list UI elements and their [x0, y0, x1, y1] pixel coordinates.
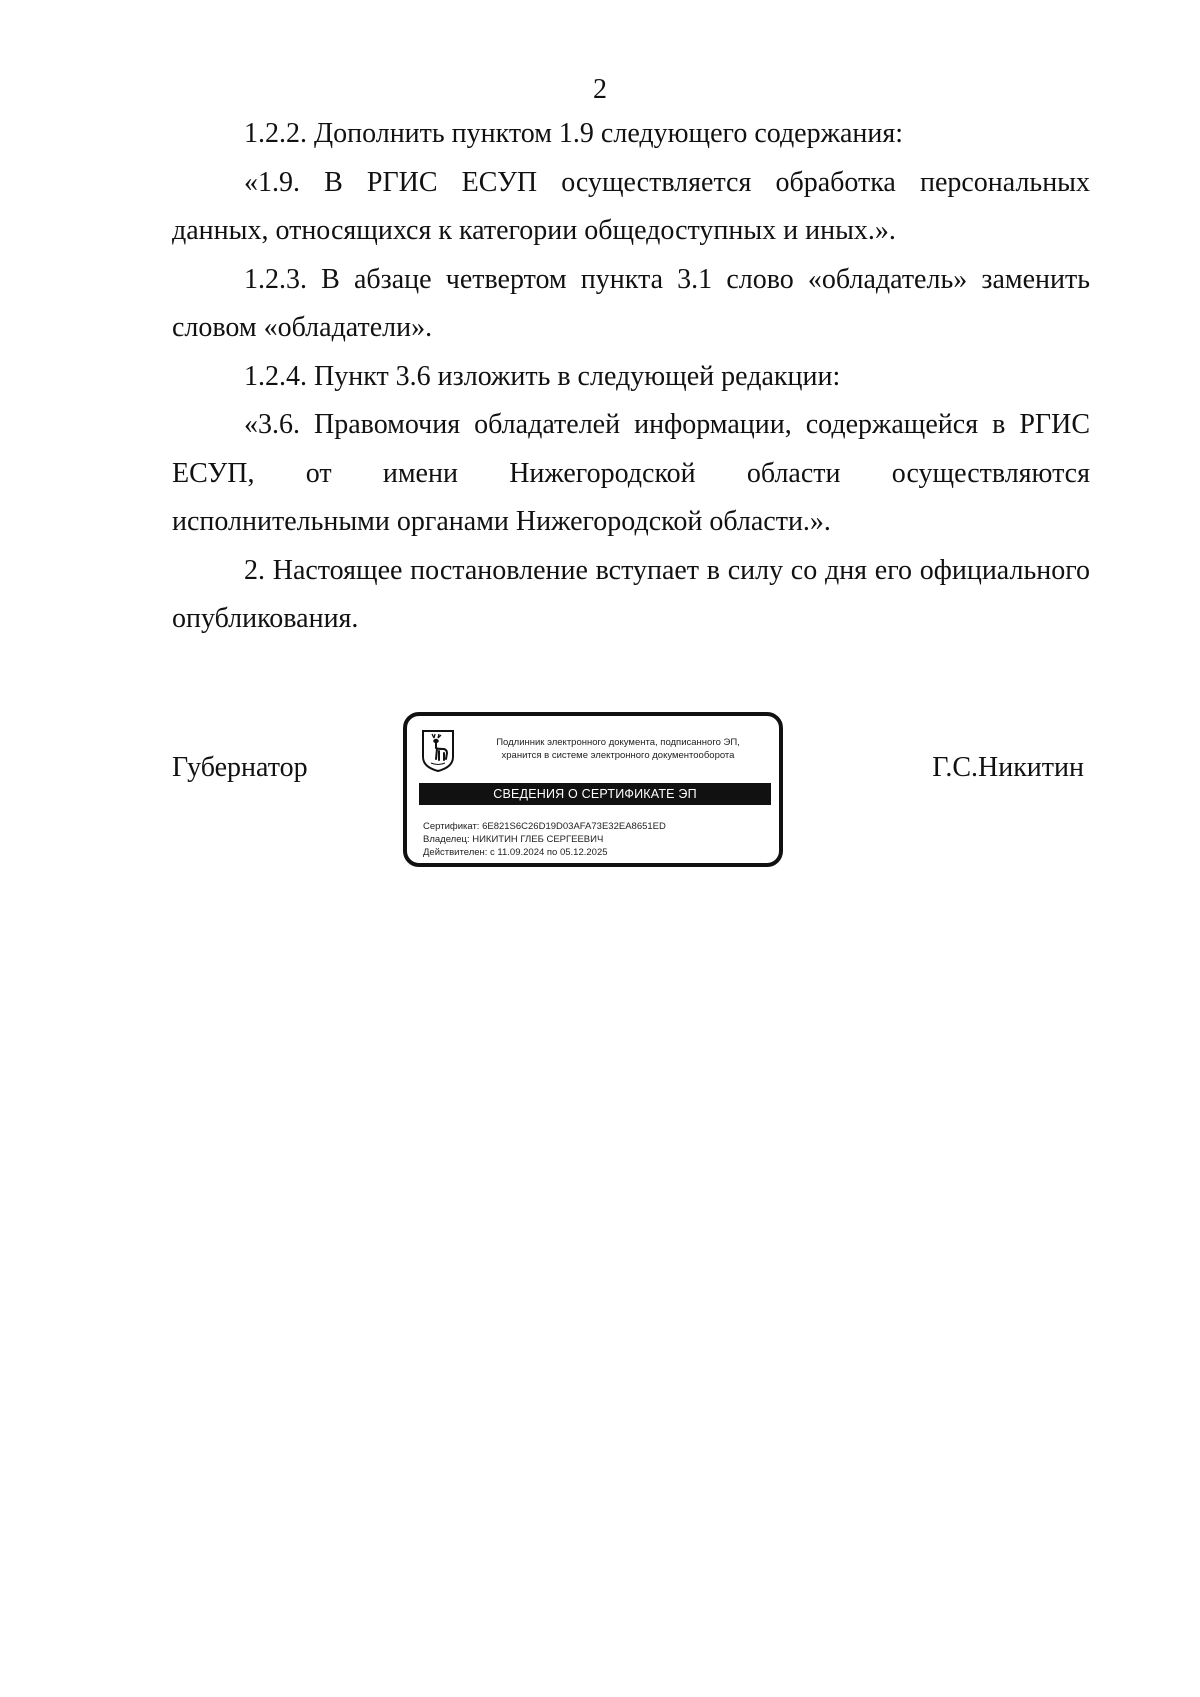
paragraph-1-2-3: 1.2.3. В абзаце четвертом пункта 3.1 слово «обладатель» заменить словом «обладатели». [172, 263, 1090, 343]
paragraph-2-effective-date: 2. Настоящее постановление вступает в силу со дня его официального опубликования. [172, 554, 1090, 634]
paragraph-1-9-quote: «1.9. В РГИС ЕСУП осуществляется обработка персональных данных, относящихся к категории общедоступных и иных.». [172, 166, 1090, 246]
document-body [172, 110, 1090, 644]
stamp-header [463, 736, 773, 762]
paragraph-3-6-quote: «3.6. Правомочия обладателей информации, содержащейся в РГИС ЕСУП, от имени Нижегородской области осуществляются исполнительными органами Нижегородской области.». [172, 409, 1090, 537]
paragraph-1-2-4: 1.2.4. Пункт 3.6 изложить в следующей редакции: [244, 360, 841, 392]
stamp-header-line-2: хранится в системе электронного документооборота [501, 750, 735, 761]
page-number: 2 [593, 74, 607, 105]
signatory-name: Г.С.Никитин [932, 752, 1084, 783]
electronic-signature-stamp [403, 712, 783, 867]
stamp-header-line-1: Подлинник электронного документа, подписанного ЭП, [496, 737, 740, 748]
stamp-certificate-details [423, 820, 773, 859]
signatory-position: Губернатор [172, 752, 308, 783]
nizhny-novgorod-deer-emblem-icon [420, 729, 456, 773]
certificate-owner: Владелец: НИКИТИН ГЛЕБ СЕРГЕЕВИЧ [423, 834, 604, 845]
paragraph-1-2-2: 1.2.2. Дополнить пунктом 1.9 следующего содержания: [244, 118, 904, 149]
certificate-serial: Сертификат: 6E821S6C26D19D03AFA73E32EA8651ED [423, 821, 666, 832]
certificate-validity: Действителен: с 11.09.2024 по 05.12.2025 [423, 847, 608, 858]
stamp-title-bar: СВЕДЕНИЯ О СЕРТИФИКАТЕ ЭП [419, 783, 771, 805]
